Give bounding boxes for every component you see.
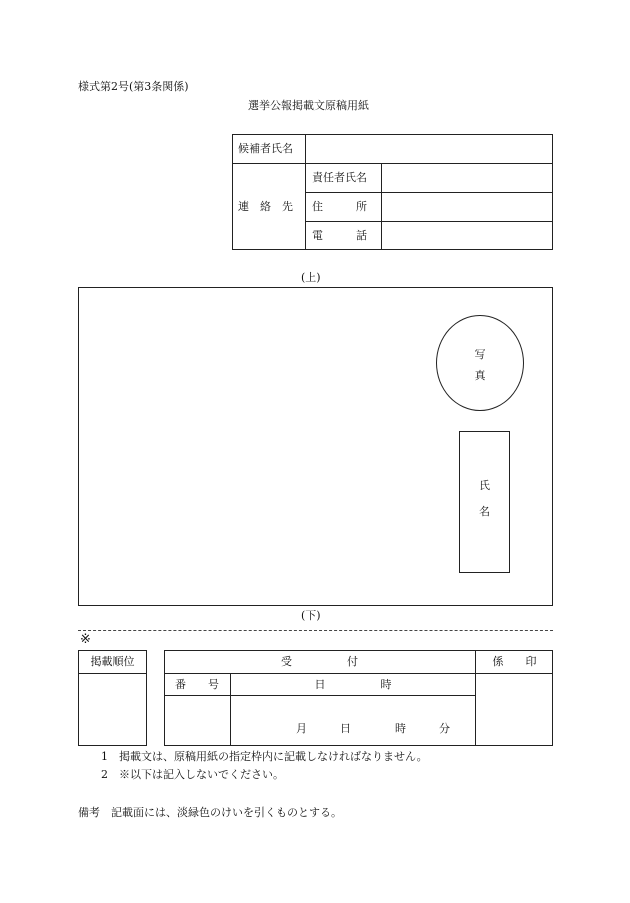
divider — [232, 163, 553, 164]
divider — [306, 192, 553, 193]
contact-label: 連 絡 先 — [238, 200, 293, 213]
remark: 備考 記載面には、淡緑色のけいを引くものとする。 — [78, 806, 342, 819]
name-label: 氏 名 — [479, 479, 490, 518]
photo-label: 写 真 — [474, 348, 486, 382]
candidate-name-label: 候補者氏名 — [238, 142, 293, 155]
divider — [306, 221, 553, 222]
phone-label: 電 話 — [312, 229, 367, 242]
cut-line — [78, 630, 553, 631]
reception-label: 受 付 — [281, 655, 358, 668]
note-2: 2 ※以下は記入しないでください。 — [101, 768, 284, 781]
divider — [305, 134, 306, 250]
divider — [164, 673, 553, 674]
page-title: 選挙公報掲載文原稿用紙 — [248, 99, 369, 112]
responsible-name-label: 責任者氏名 — [312, 171, 367, 184]
bottom-label: (下) — [301, 609, 321, 622]
note-mark: ※ — [80, 632, 91, 647]
address-label: 住 所 — [312, 200, 367, 213]
form-number: 様式第2号(第3条関係) — [78, 80, 189, 93]
divider — [381, 163, 382, 250]
clerk-seal-label: 係 印 — [492, 655, 537, 668]
datetime-label: 日 時 — [314, 678, 392, 691]
number-label: 番 号 — [175, 678, 219, 691]
divider — [78, 673, 147, 674]
datetime-value: 月 日 時 分 — [296, 722, 450, 735]
order-label: 掲載順位 — [90, 655, 135, 668]
divider — [164, 695, 476, 696]
top-label: (上) — [301, 271, 321, 284]
note-1: 1 掲載文は、原稿用紙の指定枠内に記載しなければなりません。 — [101, 750, 428, 763]
